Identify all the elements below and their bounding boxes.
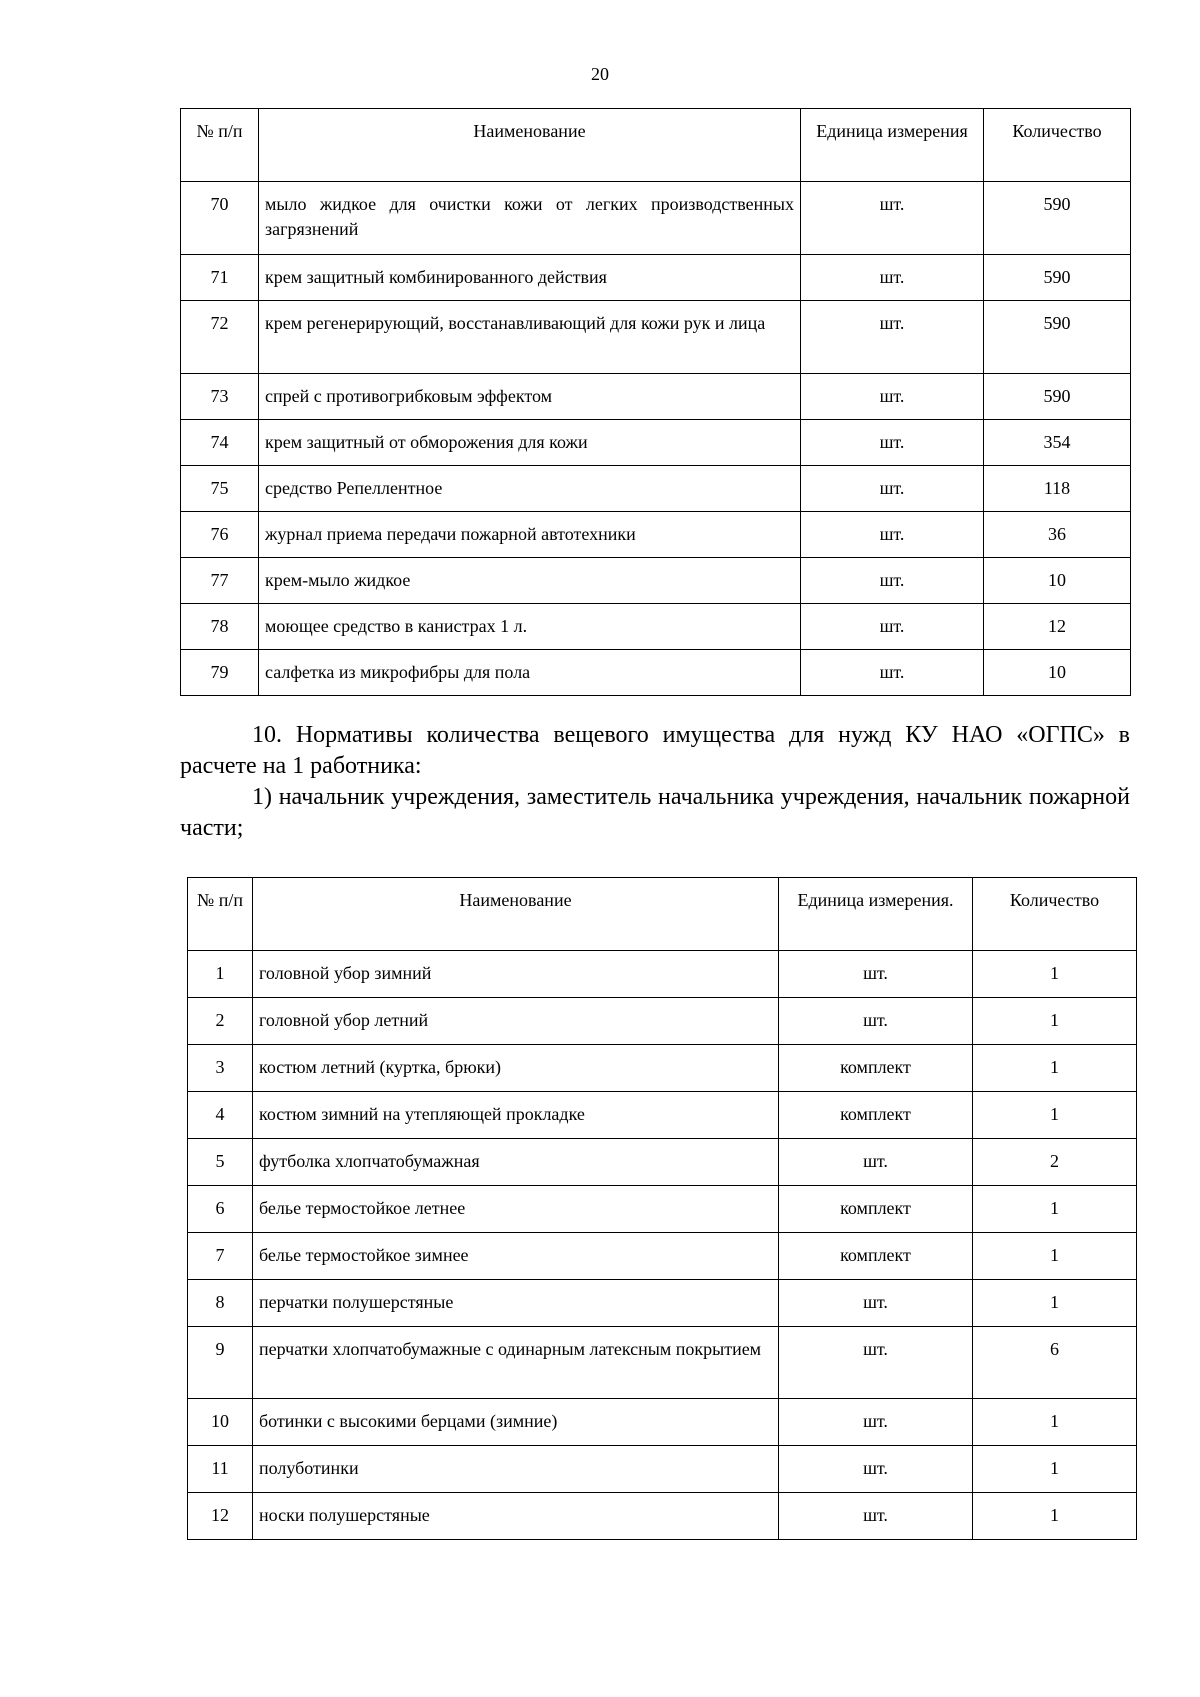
row-qty: 590 xyxy=(984,182,1131,255)
row-num: 72 xyxy=(181,301,259,374)
row-qty: 1 xyxy=(973,951,1137,998)
row-name: ботинки с высокими берцами (зимние) xyxy=(253,1399,779,1446)
row-qty: 1 xyxy=(973,998,1137,1045)
header-qty: Количество xyxy=(973,878,1137,951)
row-name: белье термостойкое зимнее xyxy=(253,1233,779,1280)
row-num: 76 xyxy=(181,512,259,558)
row-unit: шт. xyxy=(779,1139,973,1186)
row-unit: шт. xyxy=(779,998,973,1045)
row-unit: шт. xyxy=(801,466,984,512)
row-qty: 118 xyxy=(984,466,1131,512)
row-qty: 10 xyxy=(984,558,1131,604)
table-row xyxy=(188,1280,1137,1327)
table-row xyxy=(188,1233,1137,1280)
table-row xyxy=(181,650,1131,696)
row-qty: 1 xyxy=(973,1399,1137,1446)
table-row xyxy=(181,604,1131,650)
row-unit: шт. xyxy=(779,951,973,998)
table-row xyxy=(188,998,1137,1045)
row-qty: 1 xyxy=(973,1446,1137,1493)
row-num: 71 xyxy=(181,255,259,301)
row-qty: 590 xyxy=(984,255,1131,301)
row-num: 6 xyxy=(188,1186,253,1233)
header-qty: Количество xyxy=(984,109,1131,182)
row-unit: комплект xyxy=(779,1045,973,1092)
row-name: перчатки хлопчатобумажные с одинарным латексным покрытием xyxy=(253,1327,779,1399)
row-num: 5 xyxy=(188,1139,253,1186)
section-heading-paragraph: 10. Нормативы количества вещевого имущества для нужд КУ НАО «ОГПС» в расчете на 1 работника: xyxy=(180,722,1130,779)
row-qty: 590 xyxy=(984,374,1131,420)
table-row xyxy=(181,466,1131,512)
row-unit: шт. xyxy=(779,1327,973,1399)
row-num: 9 xyxy=(188,1327,253,1399)
row-num: 11 xyxy=(188,1446,253,1493)
row-unit: шт. xyxy=(801,512,984,558)
row-qty: 1 xyxy=(973,1233,1137,1280)
table-row xyxy=(181,512,1131,558)
table-row xyxy=(188,1045,1137,1092)
row-qty: 1 xyxy=(973,1493,1137,1540)
row-qty: 1 xyxy=(973,1186,1137,1233)
row-unit: шт. xyxy=(801,420,984,466)
table-row xyxy=(181,255,1131,301)
row-name: средство Репеллентное xyxy=(259,466,801,512)
row-unit: комплект xyxy=(779,1092,973,1139)
table-row xyxy=(188,1493,1137,1540)
row-qty: 10 xyxy=(984,650,1131,696)
row-num: 74 xyxy=(181,420,259,466)
row-unit: шт. xyxy=(801,604,984,650)
row-name: костюм летний (куртка, брюки) xyxy=(253,1045,779,1092)
row-name: головной убор зимний xyxy=(253,951,779,998)
row-name: головной убор летний xyxy=(253,998,779,1045)
norms-table-2 xyxy=(187,877,1137,1540)
row-num: 2 xyxy=(188,998,253,1045)
row-name: крем защитный комбинированного действия xyxy=(259,255,801,301)
table-header-row xyxy=(181,109,1131,182)
row-qty: 12 xyxy=(984,604,1131,650)
row-qty: 1 xyxy=(973,1045,1137,1092)
row-unit: шт. xyxy=(801,374,984,420)
row-name: белье термостойкое летнее xyxy=(253,1186,779,1233)
row-num: 79 xyxy=(181,650,259,696)
row-unit: шт. xyxy=(801,255,984,301)
header-name: Наименование xyxy=(253,878,779,951)
header-unit: Единица измерения. xyxy=(779,878,973,951)
row-num: 12 xyxy=(188,1493,253,1540)
header-num: № п/п xyxy=(188,878,253,951)
row-name: мыло жидкое для очистки кожи от легких производственных загрязнений xyxy=(259,182,801,255)
row-num: 77 xyxy=(181,558,259,604)
table-row xyxy=(188,1092,1137,1139)
row-unit: шт. xyxy=(801,650,984,696)
row-name: футболка хлопчатобумажная xyxy=(253,1139,779,1186)
table-row xyxy=(181,420,1131,466)
table-row xyxy=(181,301,1131,374)
row-num: 8 xyxy=(188,1280,253,1327)
row-unit: комплект xyxy=(779,1186,973,1233)
table-header-row xyxy=(188,878,1137,951)
row-name: крем регенерирующий, восстанавливающий для кожи рук и лица xyxy=(259,301,801,374)
table-row xyxy=(188,1186,1137,1233)
row-unit: шт. xyxy=(779,1446,973,1493)
row-num: 78 xyxy=(181,604,259,650)
row-num: 70 xyxy=(181,182,259,255)
row-name: носки полушерстяные xyxy=(253,1493,779,1540)
row-unit: шт. xyxy=(801,301,984,374)
table-row xyxy=(181,374,1131,420)
table-row xyxy=(181,182,1131,255)
row-unit: шт. xyxy=(779,1280,973,1327)
row-num: 3 xyxy=(188,1045,253,1092)
norms-table-1 xyxy=(180,108,1131,696)
row-name: спрей с противогрибковым эффектом xyxy=(259,374,801,420)
row-name: крем-мыло жидкое xyxy=(259,558,801,604)
table-row xyxy=(181,558,1131,604)
row-num: 4 xyxy=(188,1092,253,1139)
row-name: полуботинки xyxy=(253,1446,779,1493)
row-num: 73 xyxy=(181,374,259,420)
header-num: № п/п xyxy=(181,109,259,182)
row-qty: 354 xyxy=(984,420,1131,466)
row-name: салфетка из микрофибры для пола xyxy=(259,650,801,696)
row-qty: 36 xyxy=(984,512,1131,558)
row-name: костюм зимний на утепляющей прокладке xyxy=(253,1092,779,1139)
header-unit: Единица измерения xyxy=(801,109,984,182)
row-qty: 590 xyxy=(984,301,1131,374)
section-text xyxy=(180,720,1130,844)
row-num: 7 xyxy=(188,1233,253,1280)
row-name: крем защитный от обморожения для кожи xyxy=(259,420,801,466)
table-row xyxy=(188,1327,1137,1399)
row-num: 1 xyxy=(188,951,253,998)
row-qty: 6 xyxy=(973,1327,1137,1399)
row-num: 10 xyxy=(188,1399,253,1446)
row-name: журнал приема передачи пожарной автотехники xyxy=(259,512,801,558)
row-qty: 1 xyxy=(973,1280,1137,1327)
row-num: 75 xyxy=(181,466,259,512)
page-number: 20 xyxy=(591,64,609,84)
row-unit: комплект xyxy=(779,1233,973,1280)
row-qty: 2 xyxy=(973,1139,1137,1186)
header-name: Наименование xyxy=(259,109,801,182)
table-row xyxy=(188,1446,1137,1493)
row-qty: 1 xyxy=(973,1092,1137,1139)
table-row xyxy=(188,1139,1137,1186)
row-unit: шт. xyxy=(779,1399,973,1446)
row-unit: шт. xyxy=(801,558,984,604)
row-name: перчатки полушерстяные xyxy=(253,1280,779,1327)
row-name: моющее средство в канистрах 1 л. xyxy=(259,604,801,650)
section-subitem-paragraph: 1) начальник учреждения, заместитель начальника учреждения, начальник пожарной части; xyxy=(180,784,1130,841)
table-row xyxy=(188,951,1137,998)
row-unit: шт. xyxy=(801,182,984,255)
table-row xyxy=(188,1399,1137,1446)
row-unit: шт. xyxy=(779,1493,973,1540)
